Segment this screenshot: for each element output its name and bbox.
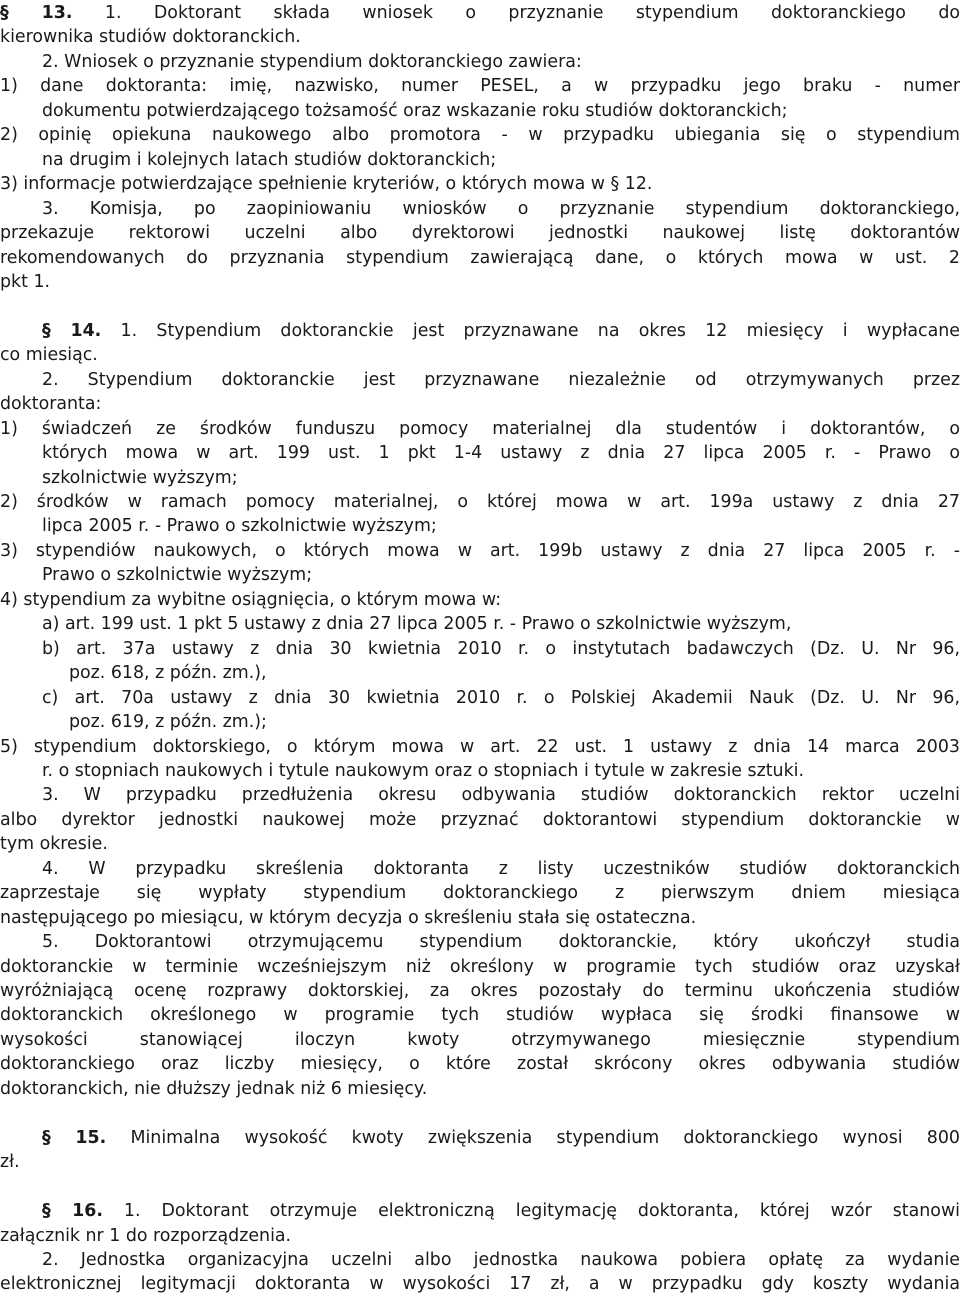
- text-line: dokumentu potwierdzającego tożsamość oraz wskazanie roku studiów doktoranckich;: [42, 100, 788, 121]
- text-line: 5. Doktorantowi otrzymującemu stypendium doktoranckie, który ukończył studia: [42, 932, 960, 953]
- text-line: doktoranckiego oraz liczby miesięcy, o które został skrócony okres odbywania studiów: [0, 1054, 960, 1075]
- text-line: 3) stypendiów naukowych, o których mowa w art. 199b ustawy z dnia 27 lipca 2005 r. -: [0, 540, 960, 561]
- text-line: 3. Komisja, po zaopiniowaniu wniosków o przyznanie stypendium doktoranckiego,: [42, 198, 960, 219]
- text-line: doktoranckich, nie dłuższy jednak niż 6 miesięcy.: [0, 1078, 428, 1099]
- text-line: r. o stopniach naukowych i tytule naukowym oraz o stopniach i tytule w zakresie sztuki.: [42, 760, 804, 781]
- text-line: 1) dane doktoranta: imię, nazwisko, numer PESEL, a w przypadku jego braku - numer: [0, 76, 960, 97]
- text-line: pkt 1.: [0, 271, 51, 292]
- section-number: § 14.: [42, 320, 102, 341]
- text-line: [0, 1101, 960, 1126]
- text-line: zaprzestaje się wypłaty stypendium doktoranckiego z pierwszym dniem miesiąca: [0, 883, 960, 904]
- text-line: 5) stypendium doktorskiego, o którym mowa w art. 22 ust. 1 ustawy z dnia 14 marca 2003: [0, 736, 960, 757]
- text-line: Prawo o szkolnictwie wyższym;: [42, 565, 313, 586]
- text-line: następującego po miesiącu, w którym decyzja o skreśleniu stała się ostateczna.: [0, 907, 697, 928]
- text-line: § 16. 1. Doktorant otrzymuje elektroniczną legitymację doktoranta, której wzór stanowi: [42, 1201, 960, 1222]
- text-line: b) art. 37a ustawy z dnia 30 kwietnia 2010 r. o instytutach badawczych (Dz. U. Nr 96,: [42, 638, 960, 659]
- text-line: na drugim i kolejnych latach studiów doktoranckich;: [42, 149, 497, 170]
- text-line: szkolnictwie wyższym;: [42, 467, 238, 488]
- text-line: 2. Wniosek o przyznanie stypendium doktoranckiego zawiera:: [42, 51, 582, 72]
- text-line: 2) środków w ramach pomocy materialnej, o której mowa w art. 199a ustawy z dnia 27: [0, 492, 960, 512]
- text-line: 2) opinię opiekuna naukowego albo promotora - w przypadku ubiegania się o stypendium: [0, 125, 960, 146]
- text-line: wyróżniającą ocenę rozprawy doktorskiej, za okres pozostały do terminu ukończenia studiów: [0, 981, 960, 1001]
- text-line: kierownika studiów doktoranckich.: [0, 27, 301, 48]
- text-line: załącznik nr 1 do rozporządzenia.: [0, 1225, 292, 1246]
- text-line: doktoranta:: [0, 394, 102, 415]
- text-line: zł.: [0, 1152, 20, 1173]
- text-line: doktoranckie w terminie wcześniejszym niż określony w programie tych studiów oraz uzyskał: [0, 956, 960, 977]
- text-line: 4) stypendium za wybitne osiągnięcia, o którym mowa w:: [0, 589, 502, 610]
- text-line: 4. W przypadku skreślenia doktoranta z listy uczestników studiów doktoranckich: [42, 858, 960, 879]
- section-number: § 16.: [42, 1201, 103, 1222]
- section-number: § 13.: [0, 3, 73, 23]
- text-line: c) art. 70a ustawy z dnia 30 kwietnia 2010 r. o Polskiej Akademii Nauk (Dz. U. Nr 96,: [42, 687, 960, 708]
- text-line: 1) świadczeń ze środków funduszu pomocy materialnej dla studentów i doktorantów, o: [0, 418, 960, 439]
- text-line: tym okresie.: [0, 834, 108, 855]
- text-line: § 13. 1. Doktorant składa wniosek o przyznanie stypendium doktoranckiego do: [0, 3, 960, 23]
- section-number: § 15.: [42, 1127, 107, 1148]
- text-line: § 15. Minimalna wysokość kwoty zwiększenia stypendium doktoranckiego wynosi 800: [42, 1127, 960, 1148]
- text-line: 3. W przypadku przedłużenia okresu odbywania studiów doktoranckich rektor uczelni: [42, 785, 960, 806]
- text-line: przekazuje rektorowi uczelni albo dyrektorowi jednostki naukowej listę doktorantów: [0, 223, 960, 244]
- text-line: rekomendowanych do przyznania stypendium zawierającą dane, o których mowa w ust. 2: [0, 247, 960, 268]
- text-line: których mowa w art. 199 ust. 1 pkt 1-4 ustawy z dnia 27 lipca 2005 r. - Prawo o: [42, 443, 960, 464]
- text-line: § 14. 1. Stypendium doktoranckie jest przyznawane na okres 12 miesięcy i wypłacane: [42, 320, 960, 341]
- text-line: co miesiąc.: [0, 345, 98, 366]
- text-line: poz. 618, z późn. zm.),: [69, 663, 267, 684]
- text-line: [0, 294, 960, 319]
- text-line: doktoranckich określonego w programie tych studiów wypłaca się środki finansowe w: [0, 1005, 960, 1026]
- text-line: 2. Jednostka organizacyjna uczelni albo jednostka naukowa pobiera opłatę za wydanie: [42, 1249, 960, 1270]
- text-line: poz. 619, z późn. zm.);: [69, 712, 267, 733]
- text-line: lipca 2005 r. - Prawo o szkolnictwie wyższym;: [42, 516, 437, 537]
- text-line: 2. Stypendium doktoranckie jest przyznawane niezależnie od otrzymywanych przez: [42, 369, 960, 390]
- text-line: [0, 1175, 960, 1200]
- text-line: a) art. 199 ust. 1 pkt 5 ustawy z dnia 27 lipca 2005 r. - Prawo o szkolnictwie wyższym,: [42, 614, 792, 635]
- text-line: 3) informacje potwierdzające spełnienie kryteriów, o których mowa w § 12.: [0, 174, 653, 195]
- text-line: albo dyrektor jednostki naukowej może przyznać doktorantowi stypendium doktoranckie w: [0, 809, 960, 830]
- text-line: wysokości stanowiącej iloczyn kwoty otrzymywanego miesięcznie stypendium: [0, 1029, 960, 1050]
- text-line: elektronicznej legitymacji doktoranta w wysokości 17 zł, a w przypadku gdy koszty wydania: [0, 1274, 960, 1295]
